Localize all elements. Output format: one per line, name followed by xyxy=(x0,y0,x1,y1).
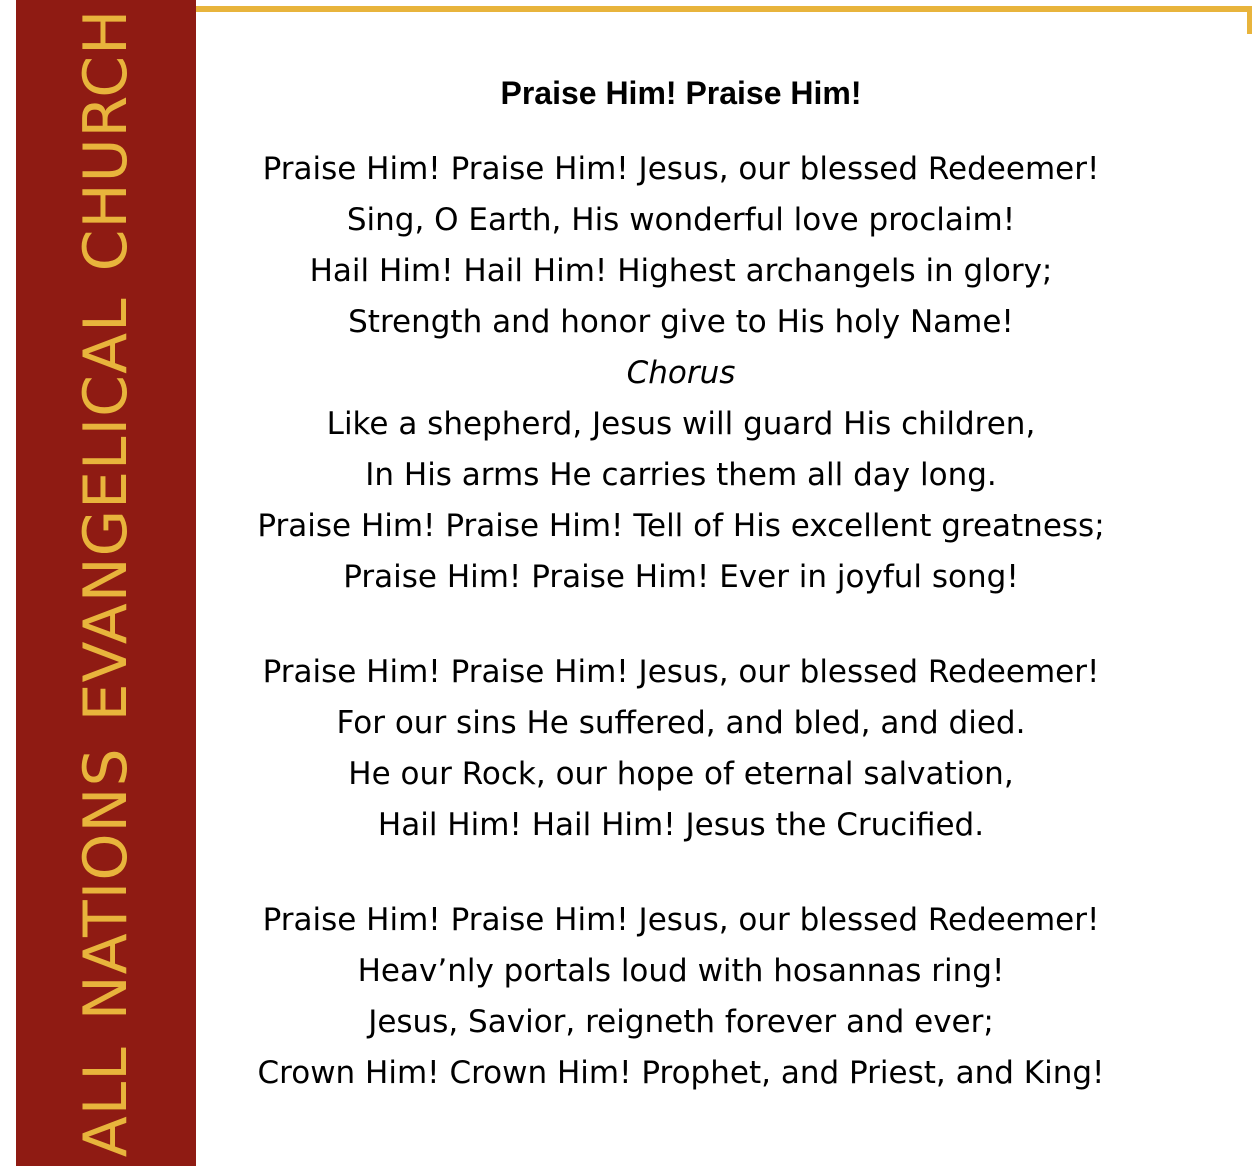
hymn-title: Praise Him! Praise Him! xyxy=(500,75,862,111)
verse-1 xyxy=(196,144,1166,603)
verse-2 xyxy=(196,647,1166,851)
chorus-label: Chorus xyxy=(626,355,736,391)
verse-line: Heav’nly portals loud with hosannas ring! xyxy=(357,953,1005,989)
verse-3 xyxy=(196,895,1166,1099)
verse-line: Praise Him! Praise Him! Jesus, our blessed Redeemer! xyxy=(262,151,1100,187)
verse-line: Praise Him! Praise Him! Jesus, our blessed Redeemer! xyxy=(262,902,1100,938)
verse-line: He our Rock, our hope of eternal salvation, xyxy=(348,756,1014,792)
church-name: ALL NATIONS EVANGELICAL CHURCH xyxy=(71,8,141,1158)
right-gold-rule xyxy=(1247,6,1252,34)
hymn-content xyxy=(196,70,1166,1099)
top-gold-rule xyxy=(196,6,1252,12)
verse-line: Praise Him! Praise Him! Jesus, our blessed Redeemer! xyxy=(262,654,1100,690)
verse-line: In His arms He carries them all day long. xyxy=(365,457,997,493)
verse-line: Strength and honor give to His holy Name! xyxy=(348,304,1014,340)
verse-line: Like a shepherd, Jesus will guard His children, xyxy=(326,406,1036,442)
verse-line: Hail Him! Hail Him! Highest archangels in glory; xyxy=(309,253,1053,289)
verse-line: Praise Him! Praise Him! Ever in joyful song! xyxy=(343,559,1019,595)
sidebar-banner xyxy=(16,0,196,1166)
verse-line: Sing, O Earth, His wonderful love proclaim! xyxy=(346,202,1016,238)
verse-line: Jesus, Savior, reigneth forever and ever; xyxy=(368,1004,994,1040)
verse-line: Hail Him! Hail Him! Jesus the Crucified. xyxy=(377,807,985,843)
verse-line: Crown Him! Crown Him! Prophet, and Priest, and King! xyxy=(257,1055,1105,1091)
verse-line: For our sins He suffered, and bled, and died. xyxy=(336,705,1026,741)
verse-line: Praise Him! Praise Him! Tell of His excellent greatness; xyxy=(257,508,1105,544)
